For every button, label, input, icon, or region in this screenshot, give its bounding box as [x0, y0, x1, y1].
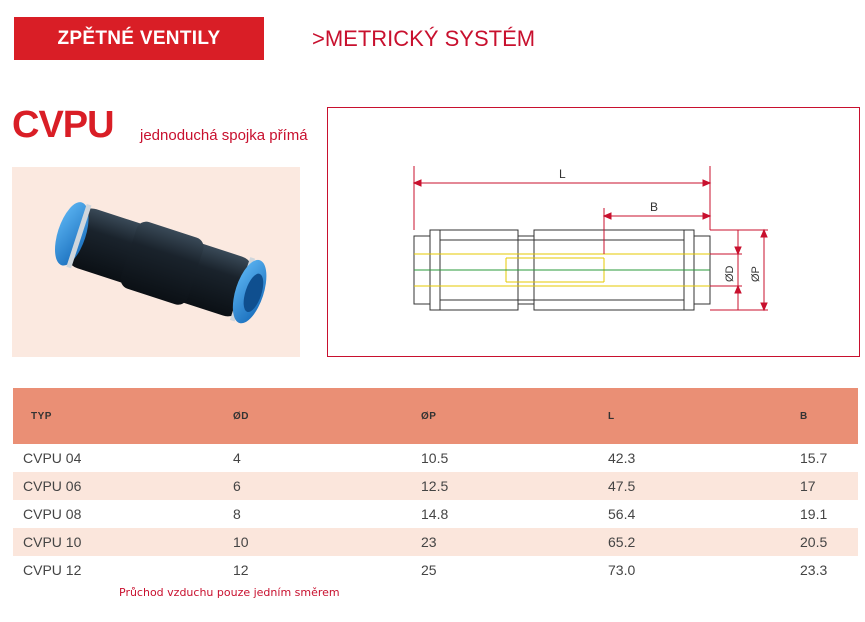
- product-photo: [12, 167, 300, 357]
- cell-l: 42.3: [608, 450, 636, 466]
- cell-b: 20.5: [799, 528, 858, 556]
- cell-d: 4: [233, 450, 241, 466]
- cell-d: 12: [233, 562, 249, 578]
- airflow-note: Průchod vzduchu pouze jedním směrem: [119, 586, 340, 599]
- cell-d: 6: [232, 472, 420, 500]
- cell-p: 14.8: [421, 506, 449, 522]
- header-b: B: [799, 388, 858, 444]
- table-header-row: [13, 388, 858, 444]
- header-d: ØD: [232, 388, 420, 444]
- cell-b: 17: [799, 472, 858, 500]
- cell-l: 73.0: [608, 562, 636, 578]
- system-title: >METRICKÝ SYSTÉM: [312, 26, 536, 51]
- dim-label-P: ØP: [750, 266, 762, 282]
- dim-label-L: L: [559, 167, 566, 181]
- cell-d: 10: [232, 528, 420, 556]
- cell-l: 65.2: [607, 528, 799, 556]
- cell-typ: CVPU 08: [23, 506, 82, 522]
- cell-d: 8: [233, 506, 241, 522]
- cell-b: 19.1: [800, 506, 828, 522]
- table-row: [13, 556, 858, 584]
- dim-label-B: B: [650, 200, 659, 214]
- table-row: [13, 444, 858, 472]
- cell-p: 23: [420, 528, 607, 556]
- cell-typ: CVPU 04: [23, 450, 82, 466]
- cell-typ: CVPU 10: [13, 528, 232, 556]
- cell-typ: CVPU 06: [13, 472, 232, 500]
- header-typ: TYP: [13, 388, 232, 444]
- cell-p: 12.5: [420, 472, 607, 500]
- header-p: ØP: [420, 388, 607, 444]
- category-badge: ZPĚTNÉ VENTILY: [14, 17, 264, 60]
- cell-b: 23.3: [800, 562, 828, 578]
- product-model: CVPU: [12, 104, 114, 146]
- dim-label-D: ØD: [724, 265, 736, 282]
- table-row: [13, 500, 858, 528]
- product-description: jednoduchá spojka přímá: [140, 127, 308, 144]
- dimension-drawing: [328, 108, 858, 355]
- table-row: [13, 528, 858, 556]
- cell-p: 25: [421, 562, 437, 578]
- fitting-photo-illustration: [12, 167, 300, 357]
- dimensions-table: [13, 388, 858, 584]
- cell-p: 10.5: [421, 450, 449, 466]
- cell-l: 56.4: [608, 506, 636, 522]
- header-l: L: [607, 388, 799, 444]
- cell-l: 47.5: [607, 472, 799, 500]
- table-row: [13, 472, 858, 500]
- cell-typ: CVPU 12: [23, 562, 82, 578]
- cell-b: 15.7: [800, 450, 828, 466]
- technical-drawing: [327, 107, 860, 357]
